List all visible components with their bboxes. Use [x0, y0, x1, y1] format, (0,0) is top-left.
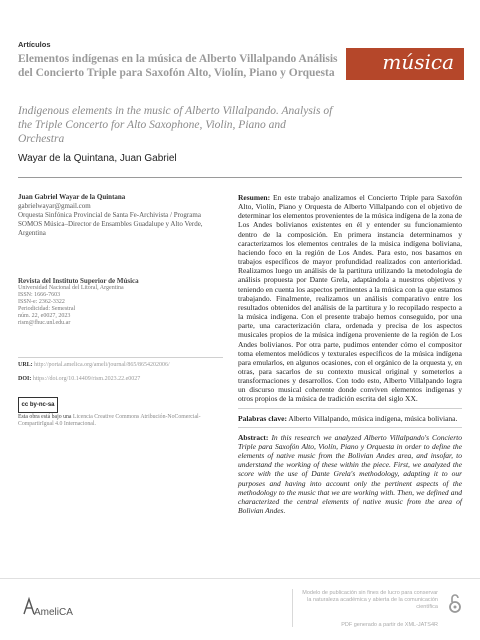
resumen-text: En este trabajo analizamos el Concierto Triple para Saxofón Alto, Violín, Piano y Orquesta de Alberto Villalpando con el objetivo de determinar los elementos provenientes de la música indígena de la zona de Los Andes bolivianos existentes en él y entender su funcionamiento dentro de la composición. En primera instancia determinamos y caracterizamos los elementos centrales de la música indígena boliviana, haciendo foco en la región de Los Andes. Para esto, nos basamos en trabajos específicos de mayor profundidad realizados con anterioridad. Realizamos luego un análisis de la partitura utilizando la metodología de análisis propuesta por Dante Grela, adaptándola a nuestros objetivos y teniendo en cuenta los aspectos pertinentes a la música con la que estamos trabajando. Finalmente, realizamos un análisis comparativo entre los resultados obtenidos del análisis de la partitura y lo recopilado respecto a la música indígena. Con el presente trabajo hemos conseguido, por una parte, una caracterización clara, ordenada y precisa de los aspectos musicales propios de la música indígena proveniente de la región de Los Andes bolivianos. Por otra parte, pudimos entender cómo el compositor toma elementos melódicos y texturales específicos de la música indígena para emularlos, en algunos ocasiones, con el orgánico de la orquesta y, en otras, para sacarlos de su contexto musical original y someterlos a transformaciones y desarrollos. Con todo esto, Alberto Villalpando logra un discurso musical coherente donde conviven elementos indígenas y otros propios de la música de tradición escrita del siglo XX. [238, 193, 462, 404]
url-label: URL: [18, 362, 33, 368]
divider [238, 427, 462, 428]
cc-license-icon[interactable]: cc by-nc-sa [18, 397, 58, 413]
keywords-text: Alberto Villalpando, música indígena, música boliviana. [288, 413, 458, 423]
keywords-paragraph [238, 414, 462, 423]
footer-separator [292, 589, 293, 627]
license-text [18, 414, 218, 428]
amelica-logo[interactable] [20, 594, 82, 620]
journal-badge-text: música [382, 50, 454, 74]
open-access-icon [448, 592, 462, 614]
title-english: Indigenous elements in the music of Alberto Villalpando. Analysis of the Triple Concerto for Alto Saxophone, Violin, Piano and Orchestra [18, 105, 333, 145]
resumen-paragraph [238, 193, 462, 404]
journal-periodicity: Periodicidad: Semestral [18, 306, 76, 313]
abstract-label: Abstract: [238, 432, 269, 442]
logo-text: AmeliCA [34, 607, 73, 618]
doi-line [18, 376, 223, 382]
journal-badge [346, 48, 464, 80]
journal-issn: ISSN: 1666-7603 [18, 292, 61, 299]
keywords-label: Palabras clave: [238, 413, 287, 423]
section-label: Artículos [18, 40, 51, 49]
footer-pdf-note: PDF generado a partir de XML-JATS4R [341, 622, 438, 628]
article-url[interactable]: http://portal.amelica.org/ameli/journal/865/8654202006/ [34, 362, 170, 368]
author-name: Juan Gabriel Wayar de la Quintana [18, 193, 126, 201]
abstract-text: In this research we analyzed Alberto Villalpando's Concierto Triple para Saxofón Alto, Violín, Piano y Orquesta in order to define the elements of native music from the Bolivian Andes area, and insofar, to understand the working of these within the piece. First, we analyzed the score with the use of Dante Grela's methodology, adapting it to our purposes and having into account only the pertinent aspects of the methodology to the music that we are working with. Then, we defined and characterized the central elements of native music from the area of Bolivian Andes. [238, 432, 462, 515]
journal-title: Revista del Instituto Superior de Música [18, 277, 139, 285]
abstract-paragraph [238, 433, 462, 515]
author-email[interactable]: gabrielwayar@gmail.com [18, 202, 91, 210]
resumen-label: Resumen: [238, 193, 271, 202]
doi-label: DOI: [18, 376, 32, 382]
journal-info [18, 277, 223, 327]
url-line [18, 362, 223, 368]
journal-issue: núm. 22, e0027, 2023 [18, 313, 71, 320]
journal-email[interactable]: rism@fhuc.unl.edu.ar [18, 320, 71, 327]
footer-note: Modelo de publicación sin fines de lucro para conservar la naturaleza académica y abierta de la comunicación científica [302, 590, 438, 610]
divider [18, 177, 462, 178]
license-bold: Esta obra está bajo una [18, 414, 72, 420]
divider [238, 408, 462, 409]
journal-issne: ISSN-e: 2362-3322 [18, 299, 65, 306]
journal-university: Universidad Nacional del Litoral, Argentina [18, 285, 124, 292]
abstract-column [238, 193, 462, 519]
author-info [18, 193, 223, 241]
title-spanish: Elementos indígenas en la música de Alberto Villalpando Análisis del Concierto Triple para Saxofón Alto, Violín, Piano y Orquesta [18, 53, 338, 79]
divider [18, 357, 223, 358]
article-doi[interactable]: https://doi.org/10.14409/rism.2023.22.e0027 [32, 376, 141, 382]
author-affiliation: Orquesta Sinfónica Provincial de Santa Fe-Archivista / Programa SOMOS Música–Director de Ensambles Guadalupe y Alto Verde, Argentina [18, 211, 203, 237]
authors-line: Wayar de la Quintana, Juan Gabriel [18, 153, 177, 164]
footer-divider [0, 578, 480, 579]
license-link[interactable]: Licencia Creative Commons Atribución-NoComercial-CompartirIgual 4.0 Internacional. [18, 414, 201, 427]
